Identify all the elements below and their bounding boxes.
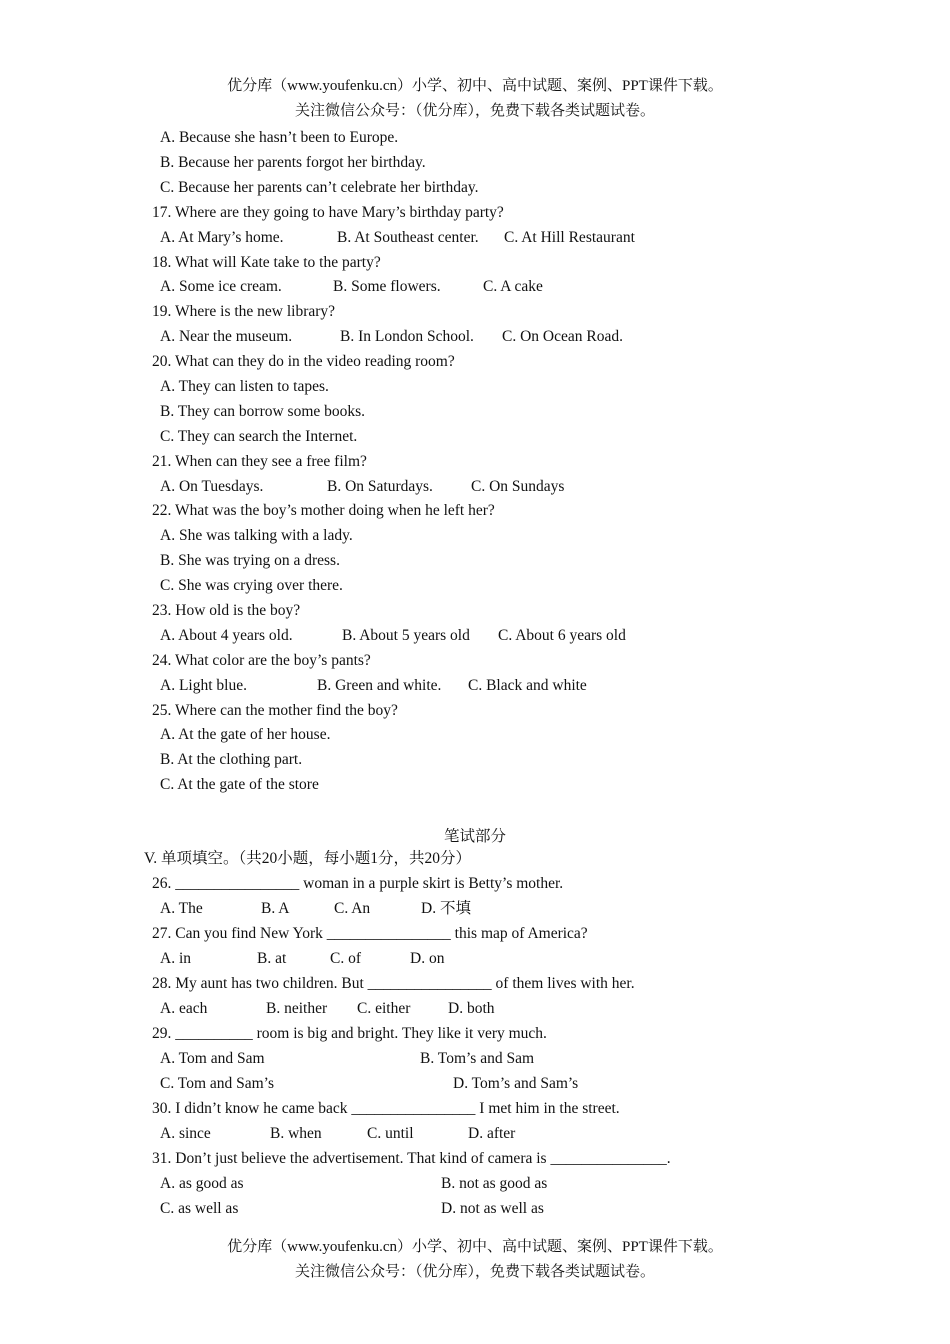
q28-option-b: B. neither [266, 1000, 328, 1017]
q31-option-d: D. not as well as [441, 1200, 544, 1217]
q28-option-d: D. both [448, 1000, 495, 1017]
q27-question: 27. Can you find New York ________________ this map of America? [152, 925, 588, 942]
q24-option-c: C. Black and white [468, 677, 587, 694]
q17-option-a: A. At Mary’s home. [160, 229, 284, 246]
q26-option-c: C. An [334, 900, 371, 917]
q19-question: 19. Where is the new library? [152, 303, 336, 320]
q20-option-c: C. They can search the Internet. [160, 428, 358, 445]
q30-option-a: A. since [160, 1125, 211, 1142]
q23-question: 23. How old is the boy? [152, 602, 301, 619]
header-line-2: 关注微信公众号：（优分库），免费下载各类试题试卷。 [294, 103, 655, 119]
q25-option-a: A. At the gate of her house. [160, 726, 331, 743]
q27-option-b: B. at [257, 950, 287, 967]
q29-option-b: B. Tom’s and Sam [420, 1050, 535, 1067]
q24-question: 24. What color are the boy’s pants? [152, 652, 371, 669]
q18-option-a: A. Some ice cream. [160, 278, 282, 295]
q29-question: 29. __________ room is big and bright. They like it very much. [152, 1025, 547, 1042]
q19-option-c: C. On Ocean Road. [502, 328, 623, 345]
q18-question: 18. What will Kate take to the party? [152, 254, 381, 271]
q23-option-b: B. About 5 years old [342, 627, 470, 644]
q21-option-a: A. On Tuesdays. [160, 478, 264, 495]
q26-option-a: A. The [160, 900, 203, 917]
q28-option-a: A. each [160, 1000, 208, 1017]
q26-question: 26. ________________ woman in a purple skirt is Betty’s mother. [152, 875, 564, 892]
q21-option-b: B. On Saturdays. [327, 478, 433, 495]
q16-option-c: C. Because her parents can’t celebrate her birthday. [160, 179, 479, 196]
q17-option-c: C. At Hill Restaurant [504, 229, 635, 246]
q20-option-b: B. They can borrow some books. [160, 403, 366, 420]
q16-option-a: A. Because she hasn’t been to Europe. [160, 129, 399, 146]
q23-option-c: C. About 6 years old [498, 627, 626, 644]
q18-option-c: C. A cake [483, 278, 543, 295]
q24-option-a: A. Light blue. [160, 677, 247, 694]
q30-option-c: C. until [367, 1125, 414, 1142]
q28-option-c: C. either [357, 1000, 411, 1017]
q25-question: 25. Where can the mother find the boy? [152, 702, 398, 719]
q27-option-d: D. on [410, 950, 445, 967]
q20-option-a: A. They can listen to tapes. [160, 378, 329, 395]
q25-option-c: C. At the gate of the store [160, 776, 319, 793]
q30-option-d: D. after [468, 1125, 516, 1142]
q25-option-b: B. At the clothing part. [160, 751, 303, 768]
q19-option-b: B. In London School. [340, 328, 474, 345]
q24-option-b: B. Green and white. [317, 677, 442, 694]
section-v-heading: V. 单项填空。（共20小题，每小题1分，共20分） [144, 850, 471, 867]
q26-option-d: D. 不填 [421, 900, 471, 917]
header-line-1: 优分库（www.youfenku.cn）小学、初中、高中试题、案例、PPT课件下载。 [227, 78, 723, 94]
q17-option-b: B. At Southeast center. [337, 229, 479, 246]
q29-option-a: A. Tom and Sam [160, 1050, 265, 1067]
q31-option-a: A. as good as [160, 1175, 244, 1192]
q21-question: 21. When can they see a free film? [152, 453, 367, 470]
footer-line-1: 优分库（www.youfenku.cn）小学、初中、高中试题、案例、PPT课件下载。 [227, 1239, 723, 1255]
q22-option-b: B. She was trying on a dress. [160, 552, 340, 569]
q31-option-c: C. as well as [160, 1200, 239, 1217]
q28-question: 28. My aunt has two children. But ________________ of them lives with her. [152, 975, 635, 992]
written-part-title: 笔试部分 [443, 828, 506, 845]
q30-question: 30. I didn’t know he came back ________________ I met him in the street. [152, 1100, 620, 1117]
q22-option-a: A. She was talking with a lady. [160, 527, 353, 544]
q19-option-a: A. Near the museum. [160, 328, 293, 345]
q26-option-b: B. A [261, 900, 290, 917]
q20-question: 20. What can they do in the video reading room? [152, 353, 455, 370]
q23-option-a: A. About 4 years old. [160, 627, 293, 644]
q18-option-b: B. Some flowers. [333, 278, 441, 295]
q17-question: 17. Where are they going to have Mary’s birthday party? [152, 204, 504, 221]
q29-option-d: D. Tom’s and Sam’s [453, 1075, 579, 1092]
q27-option-a: A. in [160, 950, 191, 967]
q21-option-c: C. On Sundays [471, 478, 565, 495]
q22-question: 22. What was the boy’s mother doing when he left her? [152, 502, 495, 519]
q27-option-c: C. of [330, 950, 361, 967]
q16-option-b: B. Because her parents forgot her birthday. [160, 154, 426, 171]
q31-question: 31. Don’t just believe the advertisement. That kind of camera is _______________. [152, 1150, 671, 1167]
footer-line-2: 关注微信公众号：（优分库），免费下载各类试题试卷。 [294, 1264, 655, 1280]
q29-option-c: C. Tom and Sam’s [160, 1075, 275, 1092]
q30-option-b: B. when [270, 1125, 322, 1142]
q22-option-c: C. She was crying over there. [160, 577, 343, 594]
q31-option-b: B. not as good as [441, 1175, 548, 1192]
